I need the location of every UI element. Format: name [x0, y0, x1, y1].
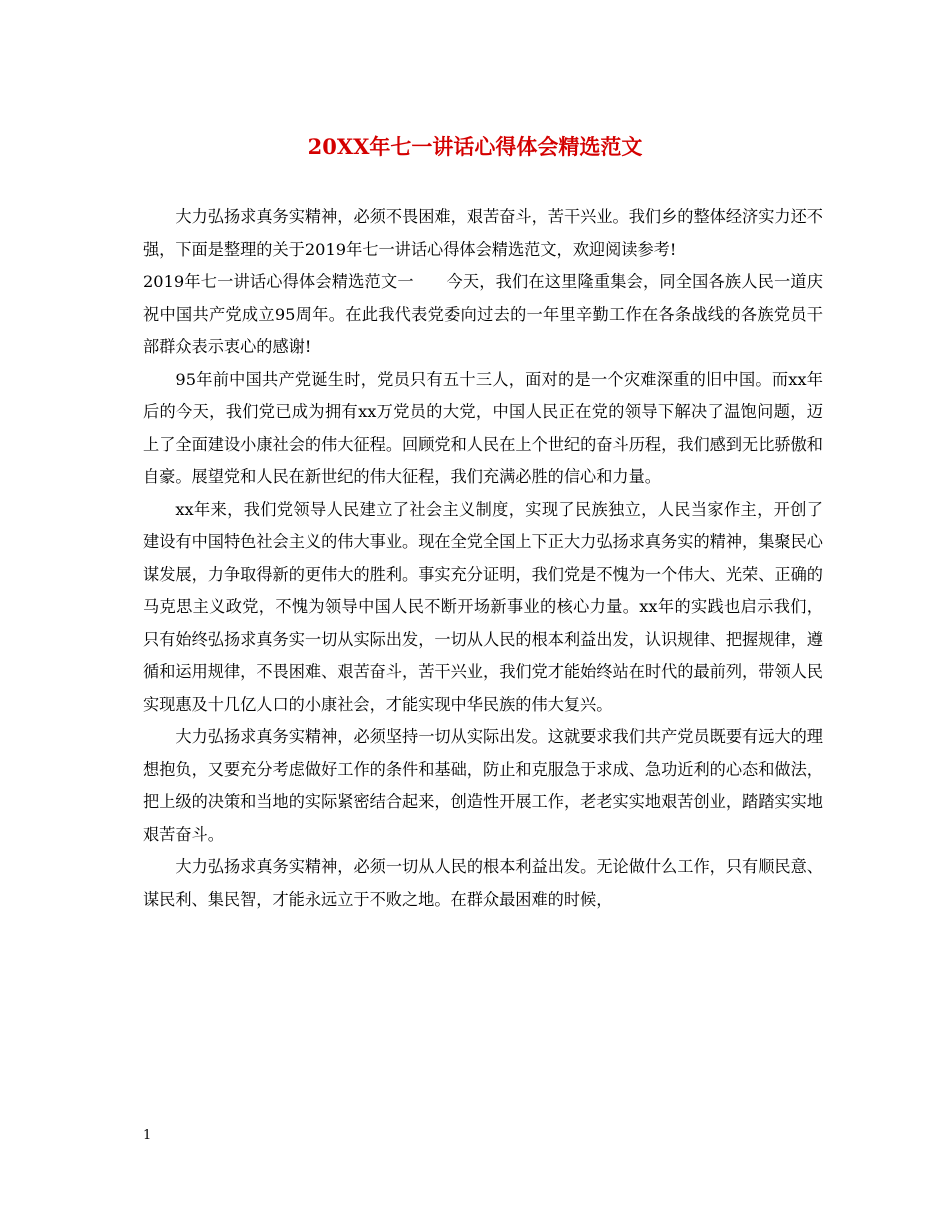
document-title: 20XX年七一讲话心得体会精选范文: [307, 134, 643, 159]
page-number: 1: [143, 1128, 152, 1143]
document-body: [143, 201, 823, 916]
body-paragraph: 2019年七一讲话心得体会精选范文一 今天，我们在这里隆重集会，同全国各族人民一道庆祝中国共产党成立95周年。在此我代表党委向过去的一年里辛勤工作在各条战线的各族党员干部群众表示衷心的感谢!: [143, 272, 823, 356]
body-paragraph: 大力弘扬求真务实精神，必须坚持一切从实际出发。这就要求我们共产党员既要有远大的理想抱负，又要充分考虑做好工作的条件和基础，防止和克服急于求成、急功近利的心态和做法，把上级的决策和当地的实际紧密结合起来，创造性开展工作，老老实实地艰苦创业，踏踏实实地艰苦奋斗。: [143, 727, 823, 844]
body-paragraph: 大力弘扬求真务实精神，必须不畏困难，艰苦奋斗，苦干兴业。我们乡的整体经济实力还不强，下面是整理的关于2019年七一讲话心得体会精选范文，欢迎阅读参考!: [143, 207, 823, 259]
body-paragraph: 95年前中国共产党诞生时，党员只有五十三人，面对的是一个灾难深重的旧中国。而xx年后的今天，我们党已成为拥有xx万党员的大党，中国人民正在党的领导下解决了温饱问题，迈上了全面建设小康社会的伟大征程。回顾党和人民在上个世纪的奋斗历程，我们感到无比骄傲和自豪。展望党和人民在新世纪的伟大征程，我们充满必胜的信心和力量。: [143, 369, 823, 486]
body-paragraph: 大力弘扬求真务实精神，必须一切从人民的根本利益出发。无论做什么工作，只有顺民意、谋民利、集民智，才能永远立于不败之地。在群众最困难的时候，: [143, 857, 823, 909]
body-paragraph: xx年来，我们党领导人民建立了社会主义制度，实现了民族独立，人民当家作主，开创了建设有中国特色社会主义的伟大事业。现在全党全国上下正大力弘扬求真务实的精神，集聚民心谋发展，力争取得新的更伟大的胜利。事实充分证明，我们党是不愧为一个伟大、光荣、正确的马克思主义政党，不愧为领导中国人民不断开场新事业的核心力量。xx年的实践也启示我们，只有始终弘扬求真务实一切从实际出发，一切从人民的根本利益出发，认识规律、把握规律，遵循和运用规律，不畏困难、艰苦奋斗，苦干兴业，我们党才能始终站在时代的最前列，带领人民实现惠及十几亿人口的小康社会，才能实现中华民族的伟大复兴。: [143, 499, 823, 714]
